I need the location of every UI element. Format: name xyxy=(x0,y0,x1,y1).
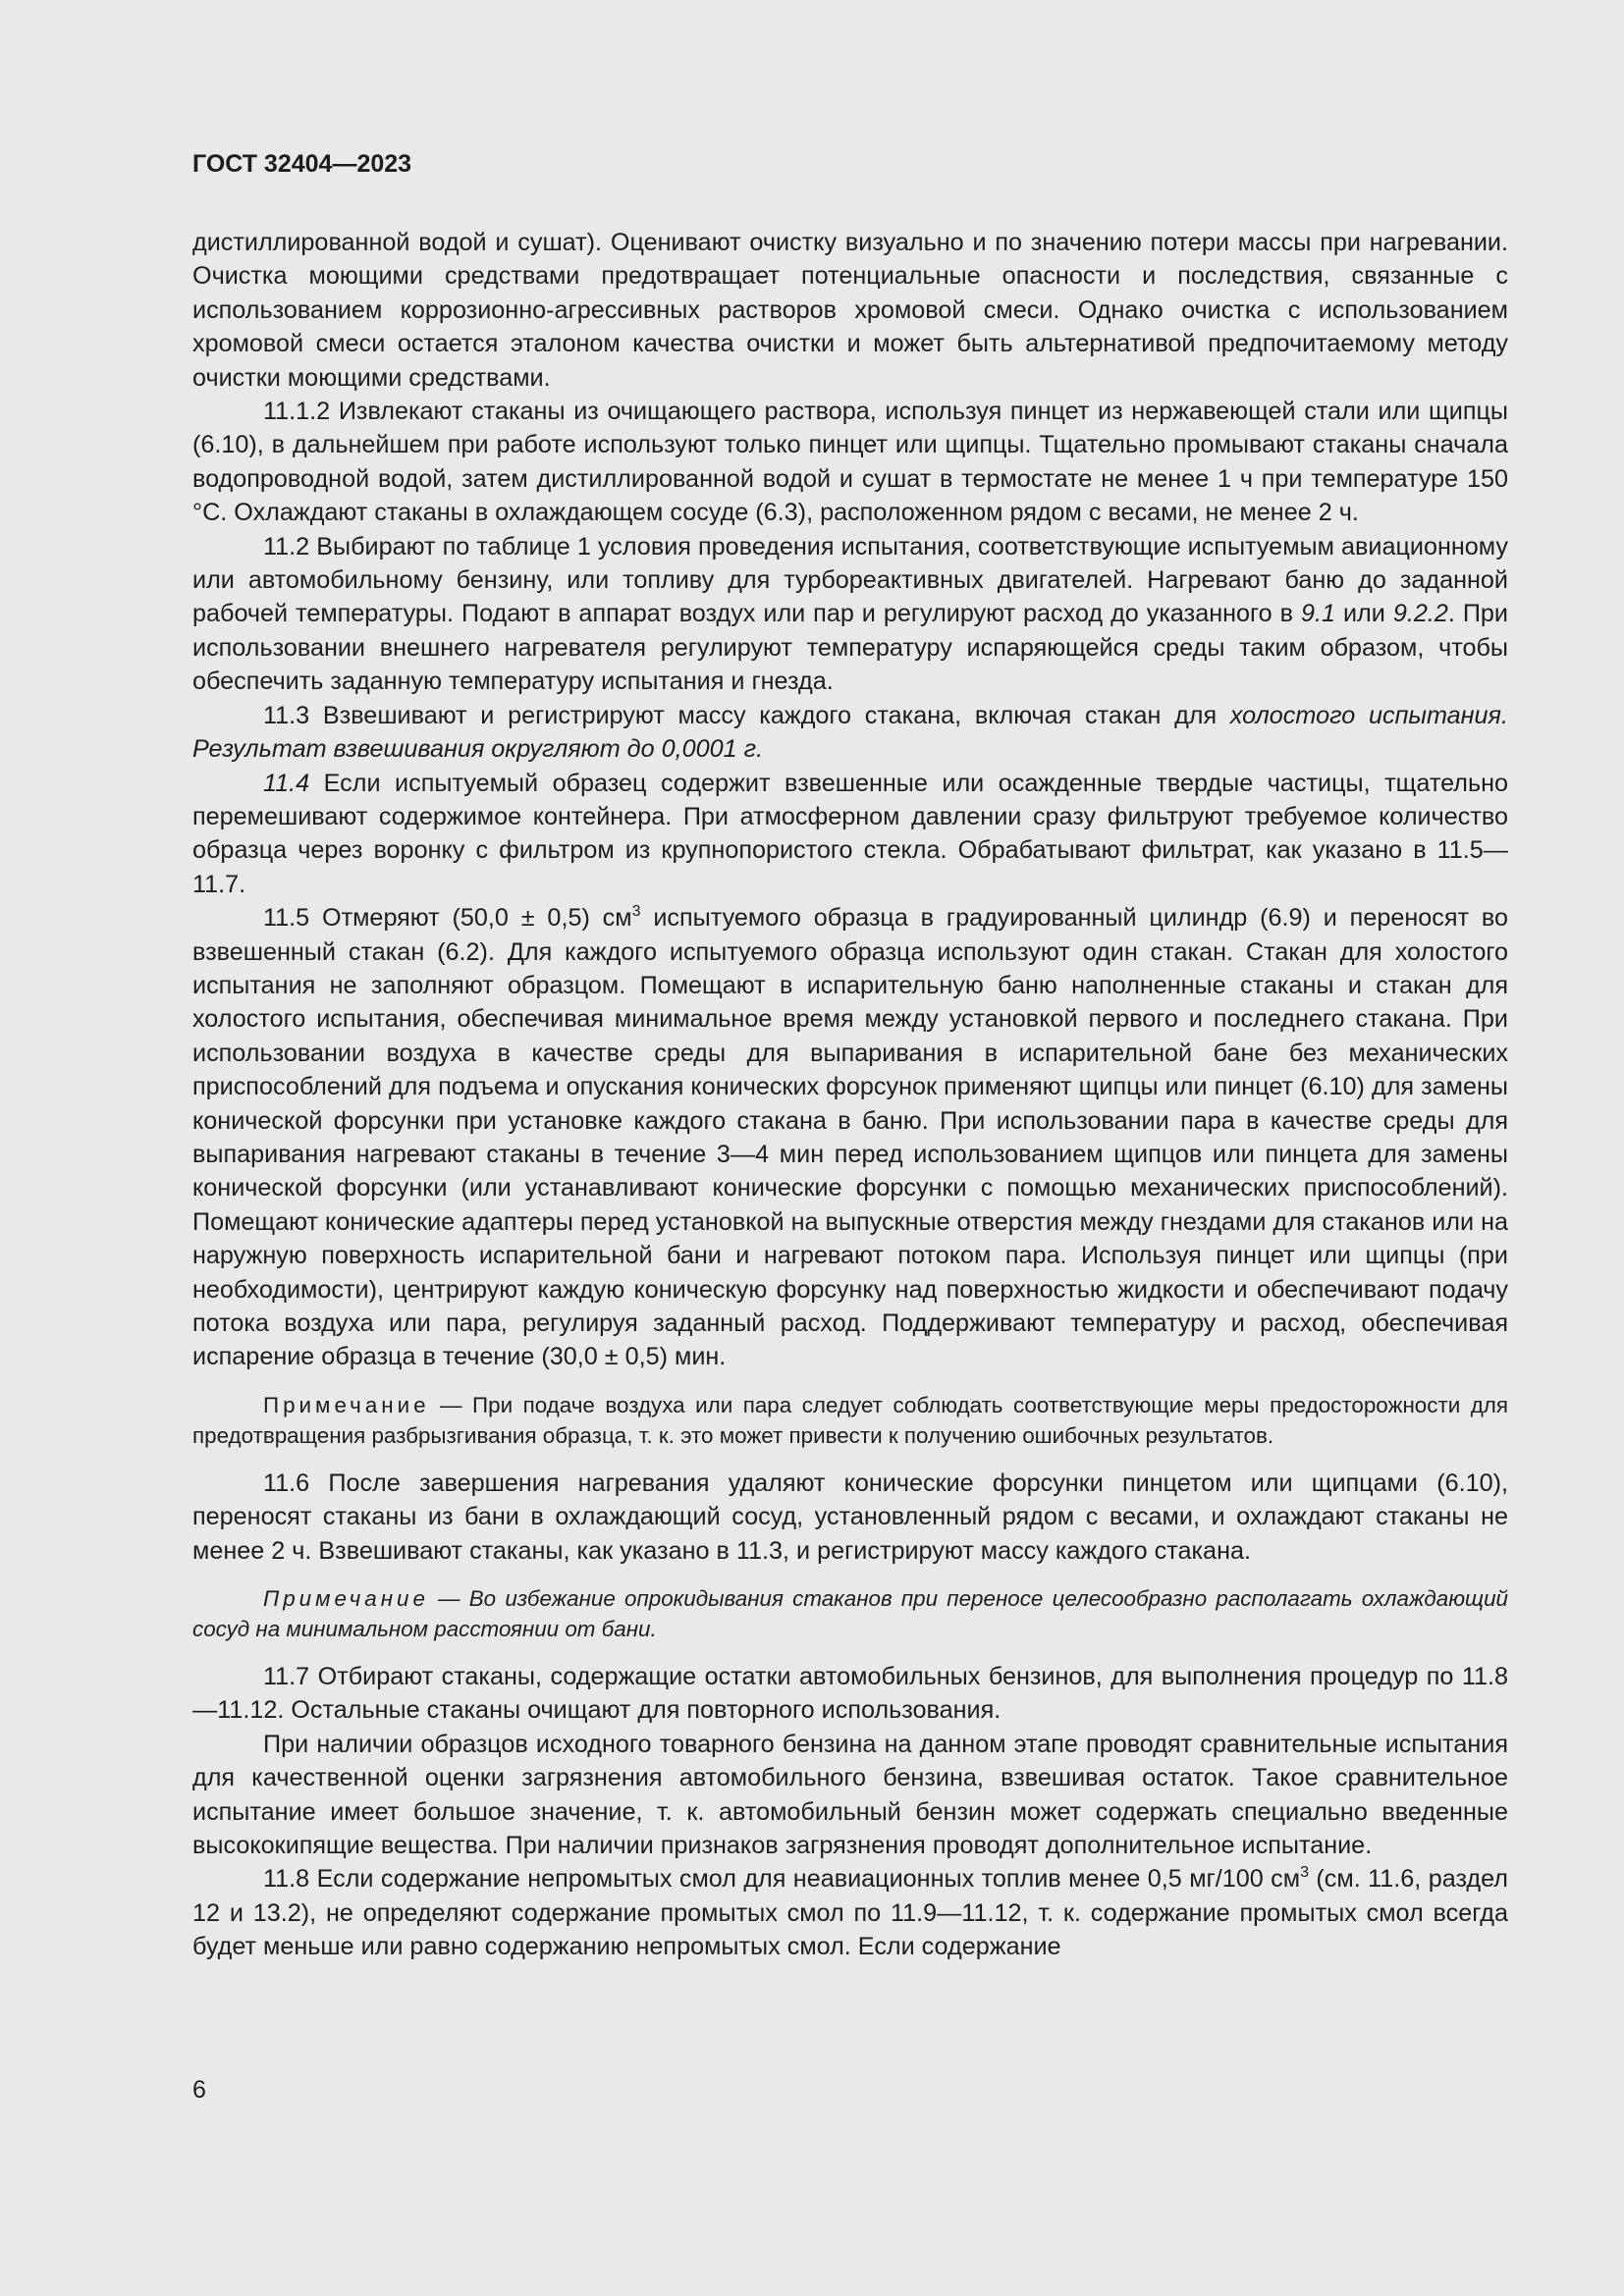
note-text: — Во избежание опрокидывания стаканов при переносе целесообразно располагать охлаждающий сосуд на минимальном расстоянии от бани. xyxy=(192,1586,1508,1642)
note-air-or-steam xyxy=(192,1390,1508,1451)
paragraph-11-2-text-c: . При использовании внешнего нагревателя регулируют температуру испаряющейся среды таким образом, чтобы обеспечить заданную температуру испытания и гнезда. xyxy=(192,600,1508,696)
paragraph-comparative-tests: При наличии образцов исходного товарного бензина на данном этапе проводят сравнительные испытания для качественной оценки загрязнения автомобильного бензина, взвешивая остаток. Такое сравнительное испытание имеет большое значение, т. к. автомобильный бензин может содержать специально введенные высококипящие вещества. При наличии признаков загрязнения проводят дополнительное испытание. xyxy=(192,1730,1508,1860)
ref-9-1: 9.1 xyxy=(1301,600,1336,628)
paragraph-11-2-text-b: или xyxy=(1335,600,1393,628)
paragraph-11-5 xyxy=(192,901,1508,1374)
paragraph-11-3-italic: холостого испытания. Результат взвешивания округляют до 0,0001 г. xyxy=(192,701,1508,764)
superscript-3: 3 xyxy=(631,903,641,921)
paragraph-11-5-text-b: испытуемого образца в градуированный цилиндр (6.9) и переносят во взвешенный стакан (6.2). Для каждого испытуемого образца используют один стакан. Стакан для холостого испытания не заполняют образцом. Помещают в испарительную баню наполненные стаканы и стакан для холостого испытания, обеспечивая минимальное время между установкой первого и последнего стакана. При использовании воздуха в качестве среды для выпаривания в испарительной бане без механических приспособлений для подъема и опускания конических форсунок применяют щипцы или пинцет (6.10) для замены конической форсунки при установке каждого стакана в баню. При использовании пара в качестве среды для выпаривания нагревают стаканы в течение 3—4 мин перед использованием щипцов или пинцета для замены конической форсунки (или устанавливают конические форсунки с помощью механических приспособлений). Помещают конические адаптеры перед установкой на выпускные отверстия между гнездами для стаканов или на наружную поверхность испарительной бани и нагревают потоком пара. Используя пинцет или щипцы (при необходимости), центрируют каждую коническую форсунку над поверхностью жидкости и обеспечивают подачу потока воздуха или пара, регулируя заданный расход. Поддерживают температуру и расход, обеспечивая испарение образца в течение (30,0 ± 0,5) мин. xyxy=(192,904,1508,1371)
page-number: 6 xyxy=(192,2076,206,2104)
paragraph-11-4-number: 11.4 xyxy=(263,769,310,797)
paragraph-11-8-text-b: (см. 11.6, раздел 12 и 13.2), не определяют содержание промытых смол по 11.9—11.12, т. к. содержание промытых смол всегда будет меньше или равно содержанию непромытых смол. Если содержание xyxy=(192,1865,1508,1961)
note-tipping-over xyxy=(192,1583,1508,1644)
superscript-3: 3 xyxy=(1300,1864,1309,1882)
note-label: Примечание xyxy=(263,1586,429,1612)
paragraph-11-2 xyxy=(192,530,1508,699)
paragraph-11-1-2: 11.1.2 Извлекают стаканы из очищающего раствора, используя пинцет из нержавеющей стали или щипцы (6.10), в дальнейшем при работе используют только пинцет или щипцы. Тщательно промывают стаканы сначала водопроводной водой, затем дистиллированной водой и сушат в термостате не менее 1 ч при температуре 150 °С. Охлаждают стаканы в охлаждающем сосуде (6.3), расположенном рядом с весами, не менее 2 ч. xyxy=(192,398,1508,527)
paragraph-11-6: 11.6 После завершения нагревания удаляют конические форсунки пинцетом или щипцами (6.10), переносят стаканы из бани в охлаждающий сосуд, установленный рядом с весами, и охлаждают стаканы не менее 2 ч. Взвешивают стаканы, как указано в 11.3, и регистрируют массу каждого стакана. xyxy=(192,1468,1508,1565)
paragraph-11-7: 11.7 Отбирают стаканы, содержащие остатки автомобильных бензинов, для выполнения процедур по 11.8—11.12. Остальные стаканы очищают для повторного использования. xyxy=(192,1663,1508,1725)
paragraph-11-3-text-a: 11.3 Взвешивают и регистрируют массу каждого стакана, включая стакан для xyxy=(263,701,1230,729)
paragraph-11-8-text-a: 11.8 Если содержание непромытых смол для неавиационных топлив менее 0,5 мг/100 см xyxy=(263,1865,1301,1894)
paragraph-cleaning-continued: дистиллированной водой и сушат). Оценивают очистку визуально и по значению потери массы при нагревании. Очистка моющими средствами предотвращает потенциальные опасности и последствия, связанные с использованием коррозионно-агрессивных растворов хромовой смеси. Однако очистка с использованием хромовой смеси остается эталоном качества очистки и может быть альтернативой предпочитаемому методу очистки моющими средствами. xyxy=(192,229,1508,392)
paragraph-11-8 xyxy=(192,1862,1508,1963)
paragraph-11-3 xyxy=(192,699,1508,767)
note-label: Примечание xyxy=(263,1392,430,1417)
paragraph-11-2-text-a: 11.2 Выбирают по таблице 1 условия проведения испытания, соответствующие испытуемым авиационному или автомобильному бензину, или топливу для турбореактивных двигателей. Нагревают баню до заданной рабочей температуры. Подают в аппарат воздух или пар и регулируют расход до указанного в xyxy=(192,532,1508,628)
ref-9-2-2: 9.2.2 xyxy=(1392,600,1448,628)
paragraph-11-4 xyxy=(192,767,1508,902)
document-code-header: ГОСТ 32404—2023 xyxy=(192,150,412,178)
paragraph-11-4-text: Если испытуемый образец содержит взвешенные или осажденные твердые частицы, тщательно перемешивают содержимое контейнера. При атмосферном давлении сразу фильтруют требуемое количество образца через воронку с фильтром из крупнопористого стекла. Обрабатывают фильтрат, как указано в 11.5—11.7. xyxy=(192,769,1508,898)
note-text: — При подаче воздуха или пара следует соблюдать соответствующие меры предосторожности для предотвращения разбрызгивания образца, т. к. это может привести к получению ошибочных результатов. xyxy=(192,1392,1508,1448)
document-body xyxy=(192,226,1508,1964)
paragraph-11-5-text-a: 11.5 Отмеряют (50,0 ± 0,5) см xyxy=(263,904,632,933)
